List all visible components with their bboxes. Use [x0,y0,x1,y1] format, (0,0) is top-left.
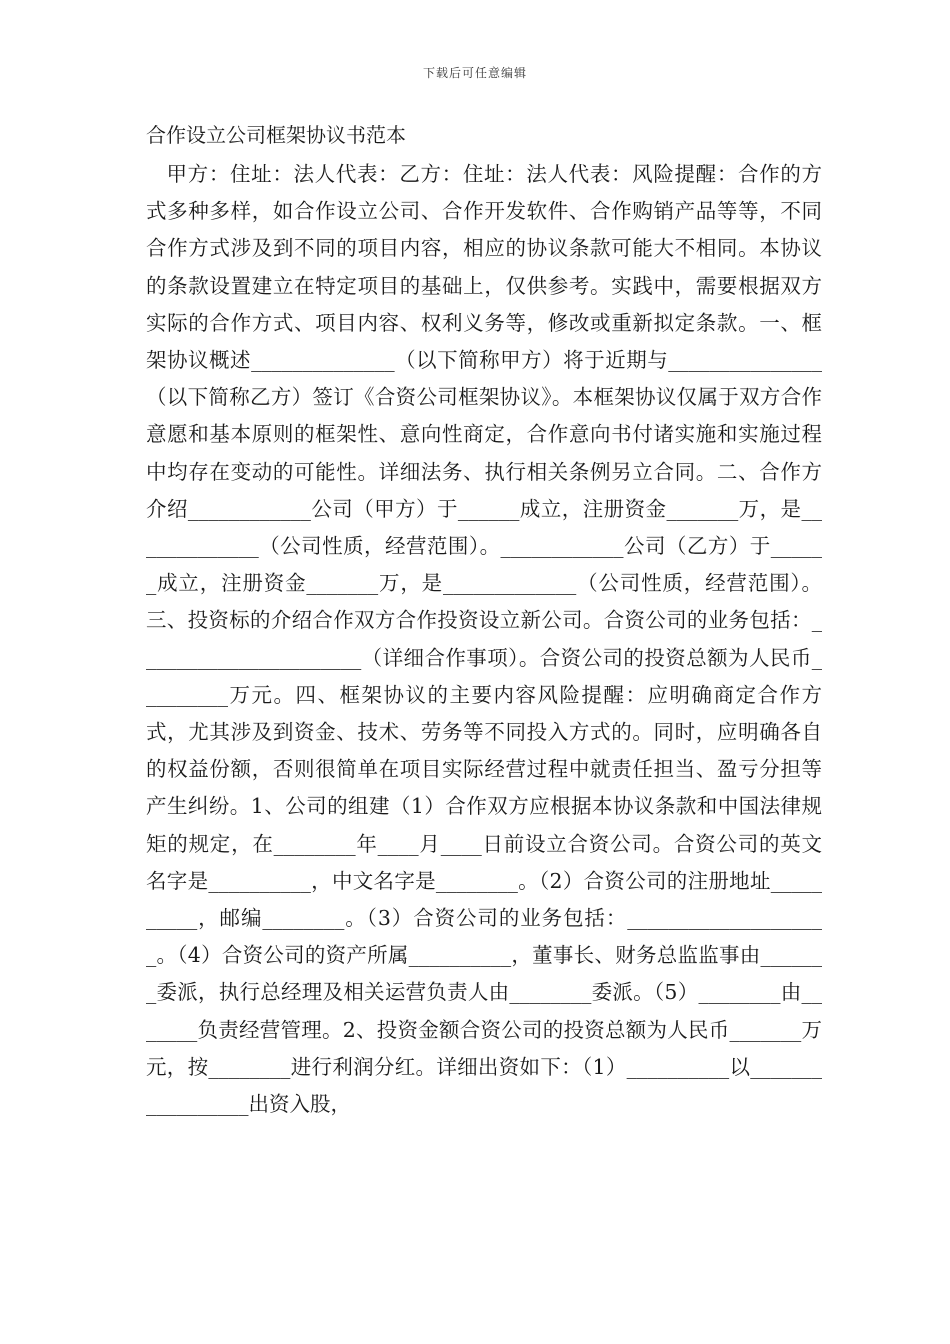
header-note: 下载后可任意编辑 [422,66,527,80]
document-title: 合作设立公司框架协议书范本 [146,123,406,147]
document-body: 甲方：住址：法人代表：乙方：住址：法人代表：风险提醒：合作的方式多种多样，如合作设立公司、合作开发软件、合作购销产品等等，不同合作方式涉及到不同的项目内容，相应的协议条款可能大不相同。本协议的条款设置建立在特定项目的基础上，仅供参考。实践中，需要根据双方实际的合作方式、项目内容、权利义务等，修改或重新拟定条款。一、框架协议概述______________（以下简称甲方）将于近期与_______________（以下简称乙方）签订《合资公司框架协议》。本框架协议仅属于双方合作意愿和基本原则的框架性、意向性商定，合作意向书付诸实施和实施过程中均存在变动的可能性。详细法务、执行相关条例另立合同。二、合作方介绍____________公司（甲方）于______成立，注册资金_______万，是_____________（公司性质，经营范围）。____________公司（乙方）于______成立，注册资金_______万，是_____________（公司性质，经营范围）。三、投资标的介绍合作双方合作投资设立新公司。合资公司的业务包括：______________________（详细合作事项）。合资公司的投资总额为人民币_________万元。四、框架协议的主要内容风险提醒：应明确商定合作方式，尤其涉及到资金、技术、劳务等不同投入方式的。同时，应明确各自的权益份额，否则很简单在项目实际经营过程中就责任担当、盈亏分担等产生纠纷。1、公司的组建（1）合作双方应根据本协议条款和中国法律规矩的规定，在________年____月____日前设立合资公司。合资公司的英文名字是__________，中文名字是________。（2）合资公司的注册地址__________，邮编________。（3）合资公司的业务包括：____________________。（4）合资公司的资产所属__________，董事长、财务总监监事由_______委派，执行总经理及相关运营负责人由________委派。（5）________由_______负责经营管理。2、投资金额合资公司的投资总额为人民币_______万元，按________进行利润分红。详细出资如下：（1）__________以_________________出资入股， [146,162,822,1117]
document-content [146,118,822,1123]
